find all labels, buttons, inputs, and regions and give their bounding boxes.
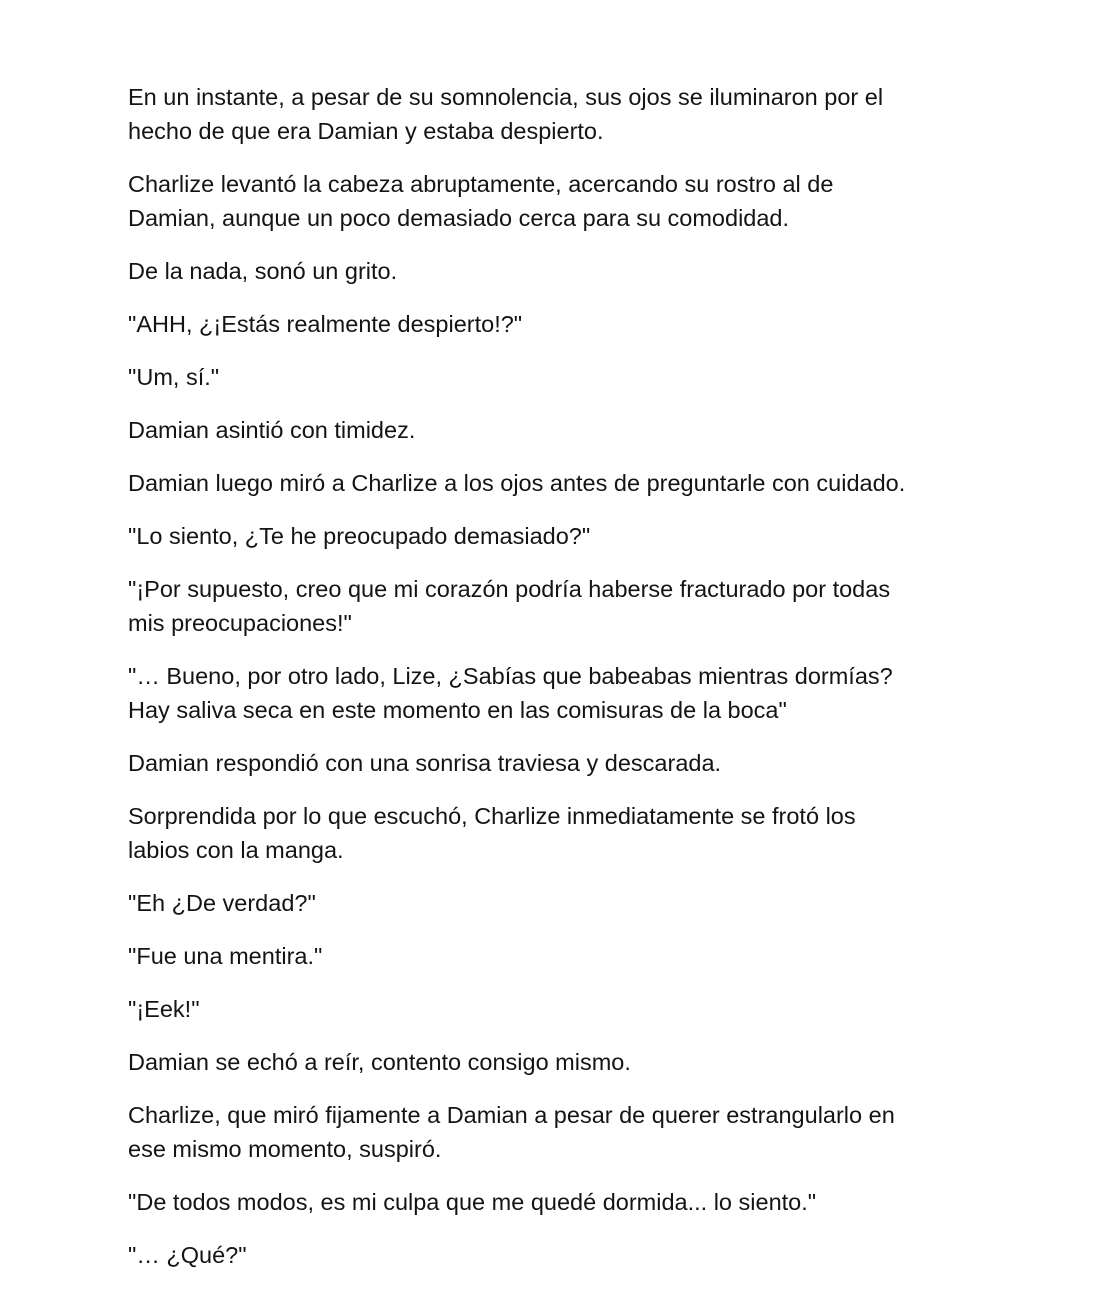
text-line: Charlize levantó la cabeza abruptamente, acercando su rostro al de	[128, 171, 834, 197]
text-line: Damian respondió con una sonrisa traviesa y descarada.	[128, 750, 722, 776]
text-line: Damian se echó a reír, contento consigo mismo.	[128, 1049, 631, 1075]
paragraph	[128, 360, 978, 394]
text-line: En un instante, a pesar de su somnolencia, sus ojos se iluminaron por el	[128, 84, 884, 110]
paragraph	[128, 519, 978, 553]
text-line: "Um, sí."	[128, 364, 220, 390]
text-line: "… ¿Qué?"	[128, 1242, 247, 1268]
text-line: "De todos modos, es mi culpa que me quedé dormida... lo siento."	[128, 1189, 817, 1215]
paragraph	[128, 1238, 978, 1272]
text-line: Damian luego miró a Charlize a los ojos antes de preguntarle con cuidado.	[128, 470, 906, 496]
paragraph	[128, 939, 978, 973]
text-line: "Eh ¿De verdad?"	[128, 890, 316, 916]
paragraph	[128, 1045, 978, 1079]
paragraph	[128, 1098, 978, 1166]
text-line: Damian, aunque un poco demasiado cerca para su comodidad.	[128, 205, 790, 231]
text-line: Charlize, que miró fijamente a Damian a pesar de querer estrangularlo en	[128, 1102, 895, 1128]
paragraph	[128, 1185, 978, 1219]
text-line: "… Bueno, por otro lado, Lize, ¿Sabías que babeabas mientras dormías?	[128, 663, 893, 689]
text-line: hecho de que era Damian y estaba despierto.	[128, 118, 604, 144]
text-line: labios con la manga.	[128, 837, 344, 863]
text-line: ese mismo momento, suspiró.	[128, 1136, 442, 1162]
paragraph	[128, 659, 978, 727]
paragraph	[128, 254, 978, 288]
paragraph	[128, 992, 978, 1026]
text-line: Damian asintió con timidez.	[128, 417, 416, 443]
text-line: Sorprendida por lo que escuchó, Charlize inmediatamente se frotó los	[128, 803, 856, 829]
text-line: "Lo siento, ¿Te he preocupado demasiado?"	[128, 523, 591, 549]
paragraph	[128, 572, 978, 640]
text-line: mis preocupaciones!"	[128, 610, 352, 636]
text-line: "¡Por supuesto, creo que mi corazón podría haberse fracturado por todas	[128, 576, 891, 602]
paragraph	[128, 886, 978, 920]
text-line: De la nada, sonó un grito.	[128, 258, 398, 284]
paragraph	[128, 413, 978, 447]
text-body	[128, 80, 978, 1291]
paragraph	[128, 80, 978, 148]
text-line: "¡Eek!"	[128, 996, 200, 1022]
paragraph	[128, 746, 978, 780]
paragraph	[128, 799, 978, 867]
text-line: "Fue una mentira."	[128, 943, 323, 969]
paragraph	[128, 307, 978, 341]
text-line: "AHH, ¿¡Estás realmente despierto!?"	[128, 311, 523, 337]
paragraph	[128, 466, 978, 500]
text-line: Hay saliva seca en este momento en las comisuras de la boca"	[128, 697, 787, 723]
paragraph	[128, 167, 978, 235]
